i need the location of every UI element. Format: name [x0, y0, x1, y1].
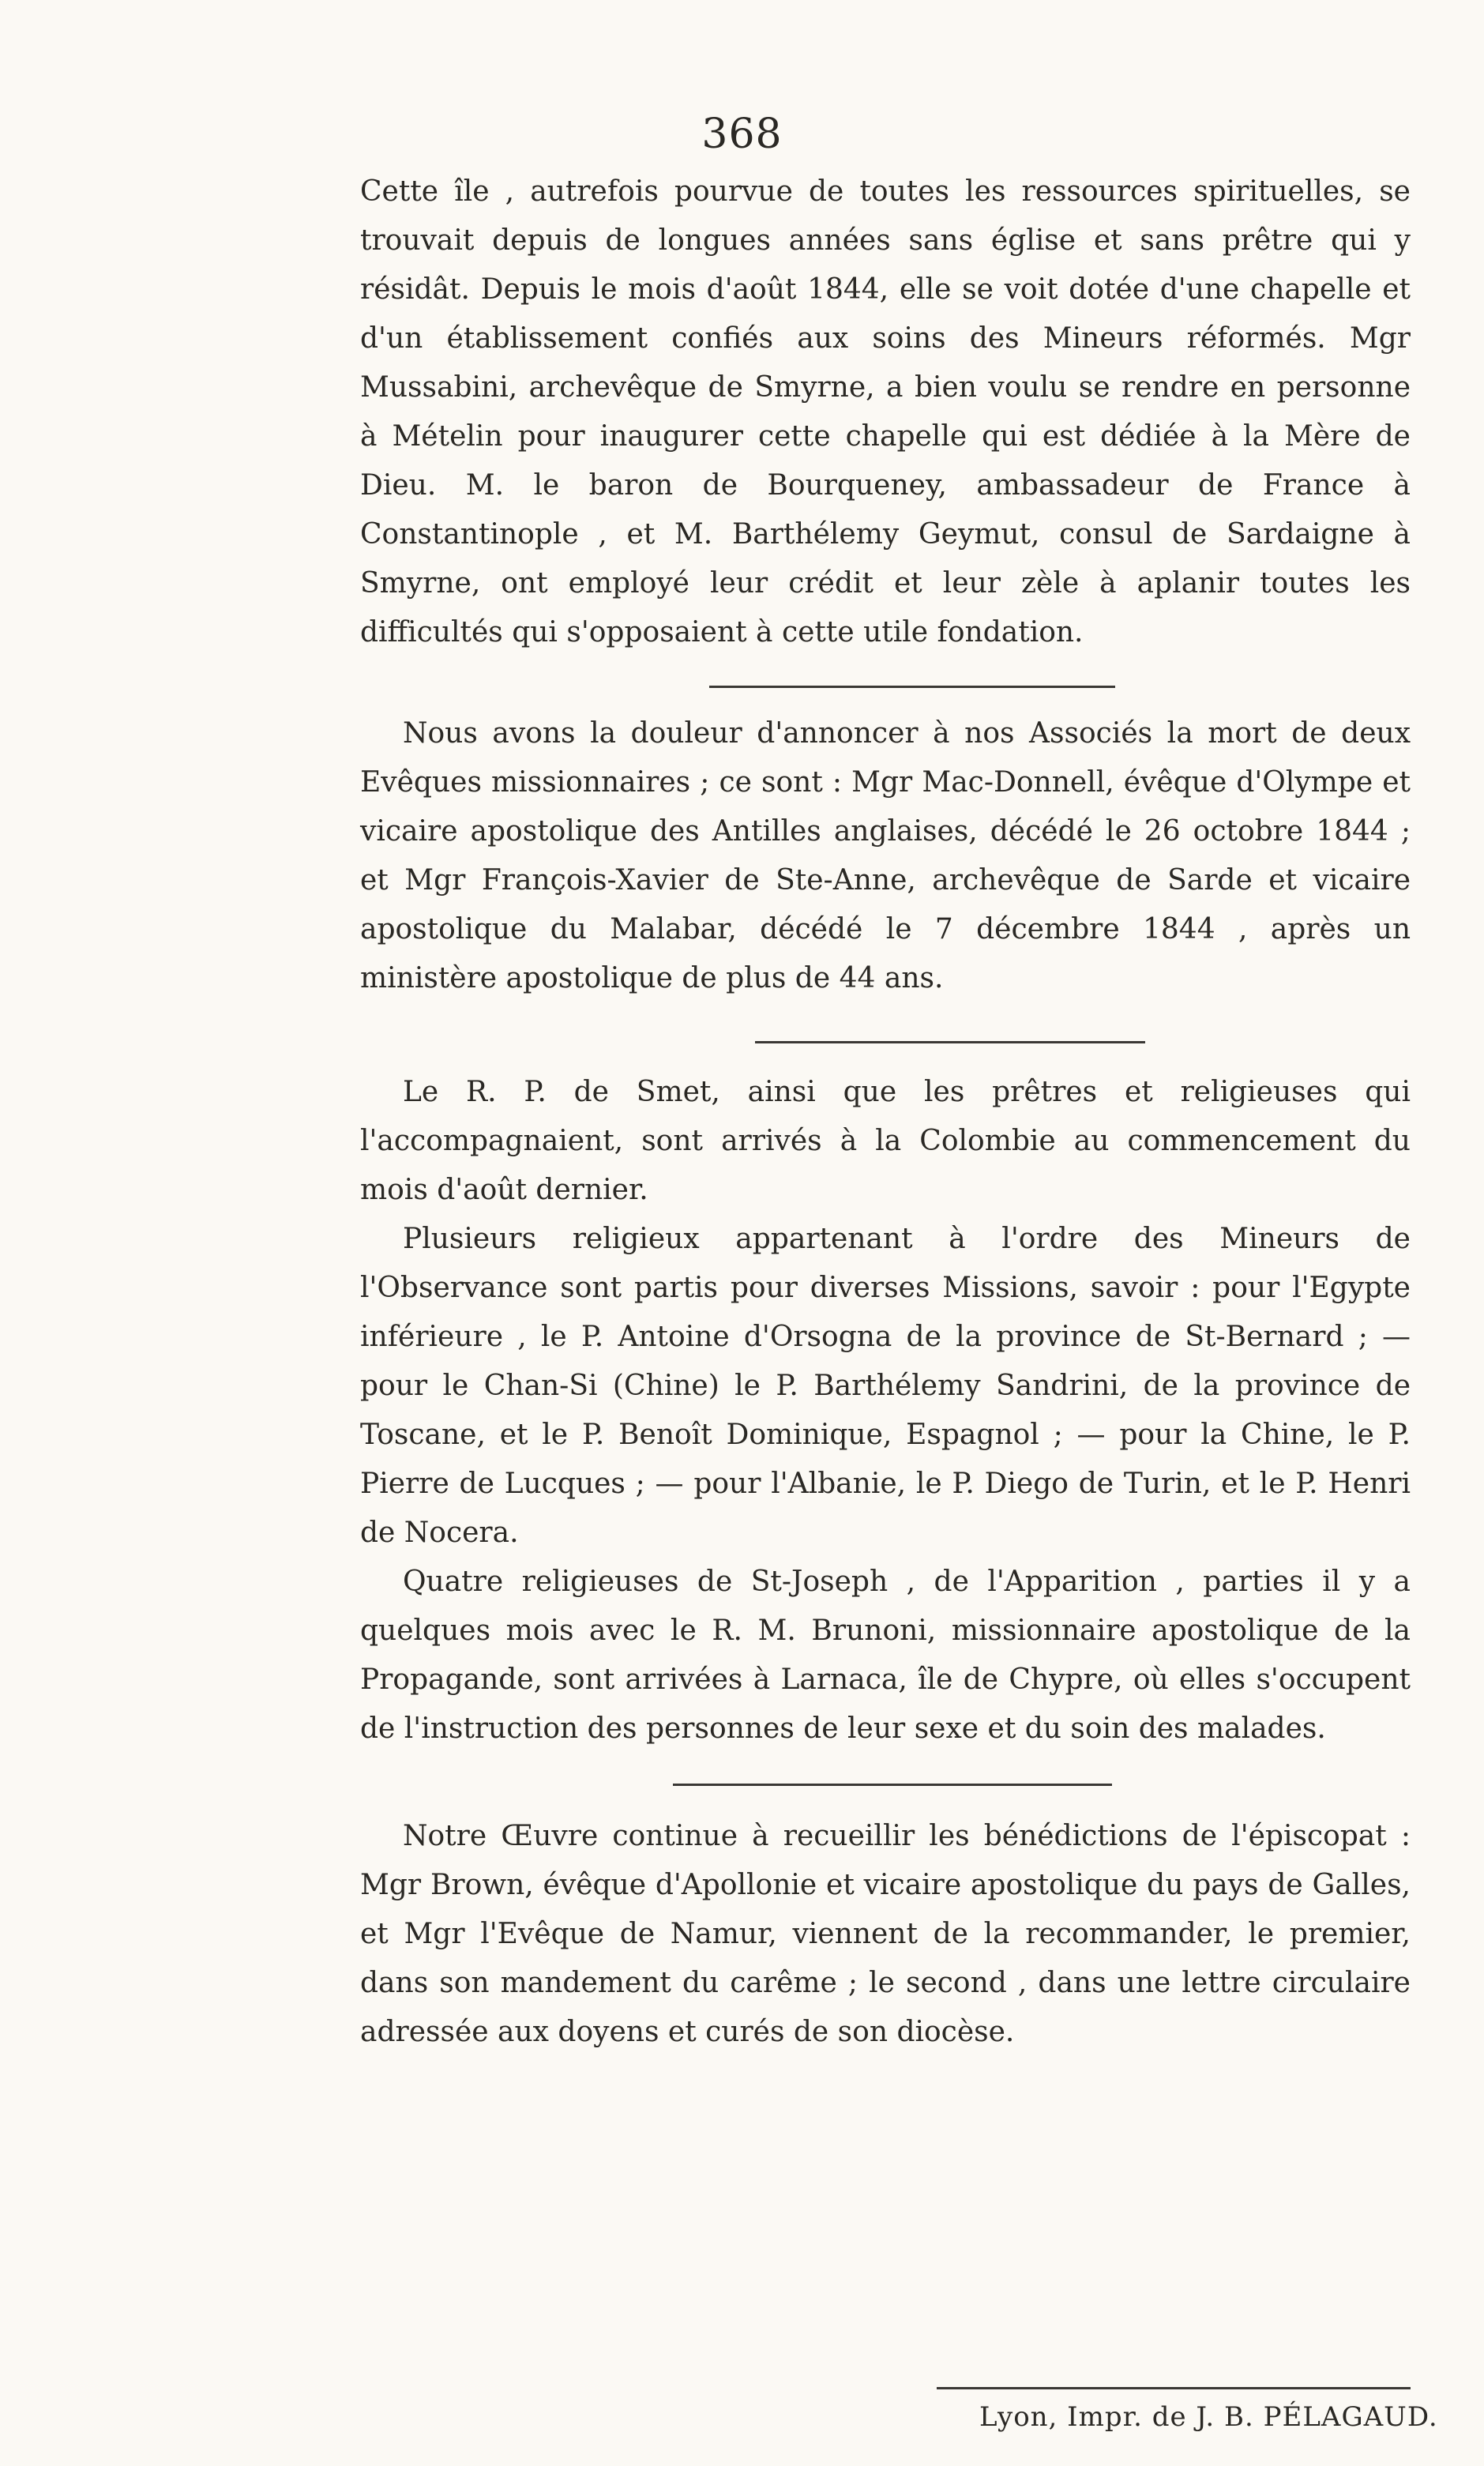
footer-divider	[937, 2387, 1411, 2389]
section-metelin	[360, 167, 1411, 657]
section-divider	[709, 686, 1115, 688]
paragraph: Nous avons la douleur d'annoncer à nos Associés la mort de deux Evêques missionnaires ; ce sont : Mgr Mac-Donnell, évêque d'Olympe et vicaire apostolique des Antilles anglaises, décédé le 26 octobre 1844 ; et Mgr François-Xavier de Ste-Anne, archevêque de Sarde et vicaire apostolique du Malabar, décédé le 7 décembre 1844 , après un ministère apostolique de plus de 44 ans.	[360, 717, 1411, 994]
paragraph: Plusieurs religieux appartenant à l'ordre des Mineurs de l'Observance sont partis pour diverses Missions, savoir : pour l'Egypte inférieure , le P. Antoine d'Orsogna de la province de St-Bernard ; — pour le Chan-Si (Chine) le P. Barthélemy Sandrini, de la province de Toscane, et le P. Benoît Dominique, Espagnol ; — pour la Chine, le P. Pierre de Lucques ; — pour l'Albanie, le P. Diego de Turin, et le P. Henri de Nocera.	[360, 1223, 1411, 1549]
section-divider	[673, 1784, 1112, 1786]
section-divider	[755, 1041, 1145, 1043]
paragraph: Cette île , autrefois pourvue de toutes les ressources spirituelles, se trouvait depuis de longues années sans église et sans prêtre qui y résidât. Depuis le mois d'août 1844, elle se voit dotée d'une chapelle et d'un établissement confiés aux soins des Mineurs réformés. Mgr Mussabini, archevêque de Smyrne, a bien voulu se rendre en personne à Mételin pour inaugurer cette chapelle qui est dédiée à la Mère de Dieu. M. le baron de Bourqueney, ambassadeur de France à Constantinople , et M. Barthélemy Geymut, consul de Sardaigne à Smyrne, ont employé leur crédit et leur zèle à aplanir toutes les difficultés qui s'opposaient à cette utile fondation.	[360, 175, 1411, 648]
section-missions	[360, 1068, 1411, 1754]
printer-imprint: Lyon, Impr. de J. B. PÉLAGAUD.	[979, 2401, 1438, 2433]
paragraph: Quatre religieuses de St-Joseph , de l'Apparition , parties il y a quelques mois avec le R. M. Brunoni, missionnaire apostolique de la Propagande, sont arrivées à Larnaca, île de Chypre, où elles s'occupent de l'instruction des personnes de leur sexe et du soin des malades.	[360, 1566, 1411, 1745]
section-obituaries	[360, 709, 1411, 1003]
section-oeuvre	[360, 1812, 1411, 2057]
page-number: 368	[701, 111, 783, 158]
paragraph: Notre Œuvre continue à recueillir les bénédictions de l'épiscopat : Mgr Brown, évêque d'Apollonie et vicaire apostolique du pays de Galles, et Mgr l'Evêque de Namur, viennent de la recommander, le premier, dans son mandement du carême ; le second , dans une lettre circulaire adressée aux doyens et curés de son diocèse.	[360, 1820, 1411, 2048]
paragraph: Le R. P. de Smet, ainsi que les prêtres et religieuses qui l'accompagnaient, sont arrivés à la Colombie au commencement du mois d'août dernier.	[360, 1076, 1411, 1206]
